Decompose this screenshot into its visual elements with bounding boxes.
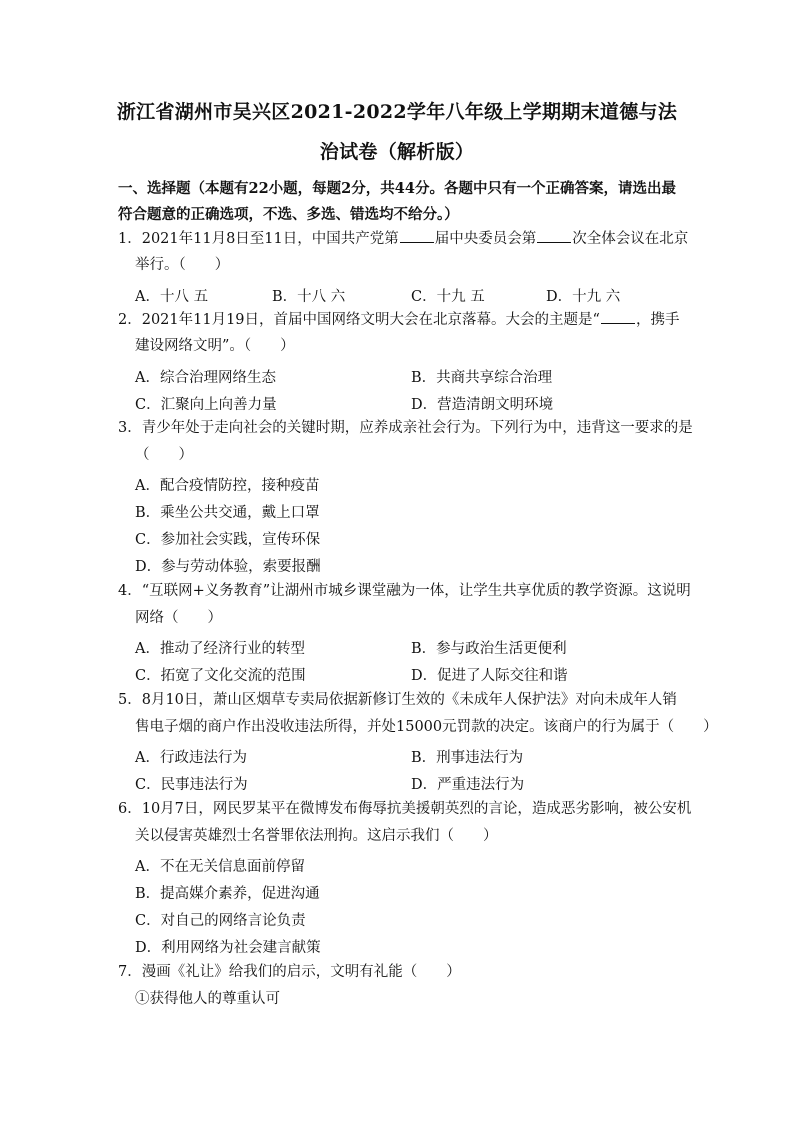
question-5-option-a: A．行政违法行为 xyxy=(135,750,247,766)
section-header-line2: 符合题意的正确选项，不选、多选、错选均不给分。） xyxy=(118,206,459,223)
question-1-option-b: B．十八 六 xyxy=(272,289,346,305)
question-4-option-a: A．推动了经济行业的转型 xyxy=(135,641,305,657)
question-6-option-c: C．对自己的网络言论负责 xyxy=(135,913,306,929)
fill-blank xyxy=(601,311,635,324)
section-header-line1: 一、选择题（本题有22小题，每题2分，共44分。各题中只有一个正确答案，请选出最 xyxy=(118,180,676,197)
question-1-option-d: D．十九 六 xyxy=(546,289,621,305)
fill-blank xyxy=(400,230,434,243)
fill-blank xyxy=(537,230,571,243)
question-1-option-a: A．十八 五 xyxy=(135,289,209,305)
question-1-stem xyxy=(118,230,688,247)
question-1-text-b: 届中央委员会第 xyxy=(434,231,537,247)
question-7-line1: 7．漫画《礼让》给我们的启示，文明有礼能（ ） xyxy=(118,964,461,980)
question-1-text-c: 次全体会议在北京 xyxy=(572,231,689,247)
question-6-option-d: D．利用网络为社会建言献策 xyxy=(135,940,321,956)
question-1-option-c: C．十九 五 xyxy=(411,289,485,305)
question-2-option-c: C．汇聚向上向善力量 xyxy=(135,397,277,413)
question-3-option-c: C．参加社会实践，宣传环保 xyxy=(135,532,321,548)
question-2-option-b: B．共商共享综合治理 xyxy=(411,370,553,386)
question-3-option-a: A．配合疫情防控，接种疫苗 xyxy=(135,478,320,494)
question-4-line2: 网络（ ） xyxy=(135,610,222,626)
question-5-line1: 5．8月10日，萧山区烟草专卖局依据新修订生效的《未成年人保护法》对向未成年人销 xyxy=(118,692,677,708)
question-4-option-b: B．参与政治生活更便利 xyxy=(411,641,567,657)
question-4-option-c: C．拓宽了文化交流的范围 xyxy=(135,668,306,684)
question-7-statement-1: ①获得他人的尊重认可 xyxy=(135,991,280,1007)
question-3-line1: 3．青少年处于走向社会的关键时期，应养成亲社会行为。下列行为中，违背这一要求的是 xyxy=(118,420,693,436)
question-2-option-d: D．营造清朗文明环境 xyxy=(411,397,554,413)
question-5-line2: 售电子烟的商户作出没收违法所得，并处15000元罚款的决定。该商户的行为属于（ ） xyxy=(135,719,718,735)
question-6-option-a: A．不在无关信息面前停留 xyxy=(135,859,305,875)
question-5-option-c: C．民事违法行为 xyxy=(135,777,248,793)
question-5-option-b: B．刑事违法行为 xyxy=(411,750,524,766)
question-6-option-b: B．提高媒介素养，促进沟通 xyxy=(135,886,320,902)
question-3-option-d: D．参与劳动体验，索要报酬 xyxy=(135,559,321,575)
question-4-option-d: D．促进了人际交往和谐 xyxy=(411,668,568,684)
question-3-line2: （ ） xyxy=(135,447,193,463)
question-3-option-b: B．乘坐公共交通，戴上口罩 xyxy=(135,505,320,521)
question-6-line2: 关以侵害英雄烈士名誉罪依法刑拘。这启示我们（ ） xyxy=(135,828,498,844)
question-2-line2: 建设网络文明”。（ ） xyxy=(135,338,295,354)
question-2-text-b: ，携手 xyxy=(635,312,680,328)
question-5-option-d: D．严重违法行为 xyxy=(411,777,525,793)
question-1-text-a: 1．2021年11月8日至11日，中国共产党第 xyxy=(118,231,399,247)
exam-title-line2: 治试卷（解析版） xyxy=(319,141,475,163)
question-1-line2: 举行。（ ） xyxy=(135,257,230,273)
question-2-stem xyxy=(118,311,688,328)
question-2-text-a: 2．2021年11月19日，首届中国网络文明大会在北京落幕。大会的主题是“ xyxy=(118,312,600,328)
question-2-option-a: A．综合治理网络生态 xyxy=(135,370,276,386)
question-4-line1: 4．“互联网+义务教育”让湖州市城乡课堂融为一体，让学生共享优质的教学资源。这说明 xyxy=(118,583,691,599)
question-6-line1: 6．10月7日，网民罗某平在微博发布侮辱抗美援朝英烈的言论，造成恶劣影响，被公安机 xyxy=(118,801,692,817)
exam-title-line1: 浙江省湖州市吴兴区2021-2022学年八年级上学期期末道德与法 xyxy=(116,101,678,123)
